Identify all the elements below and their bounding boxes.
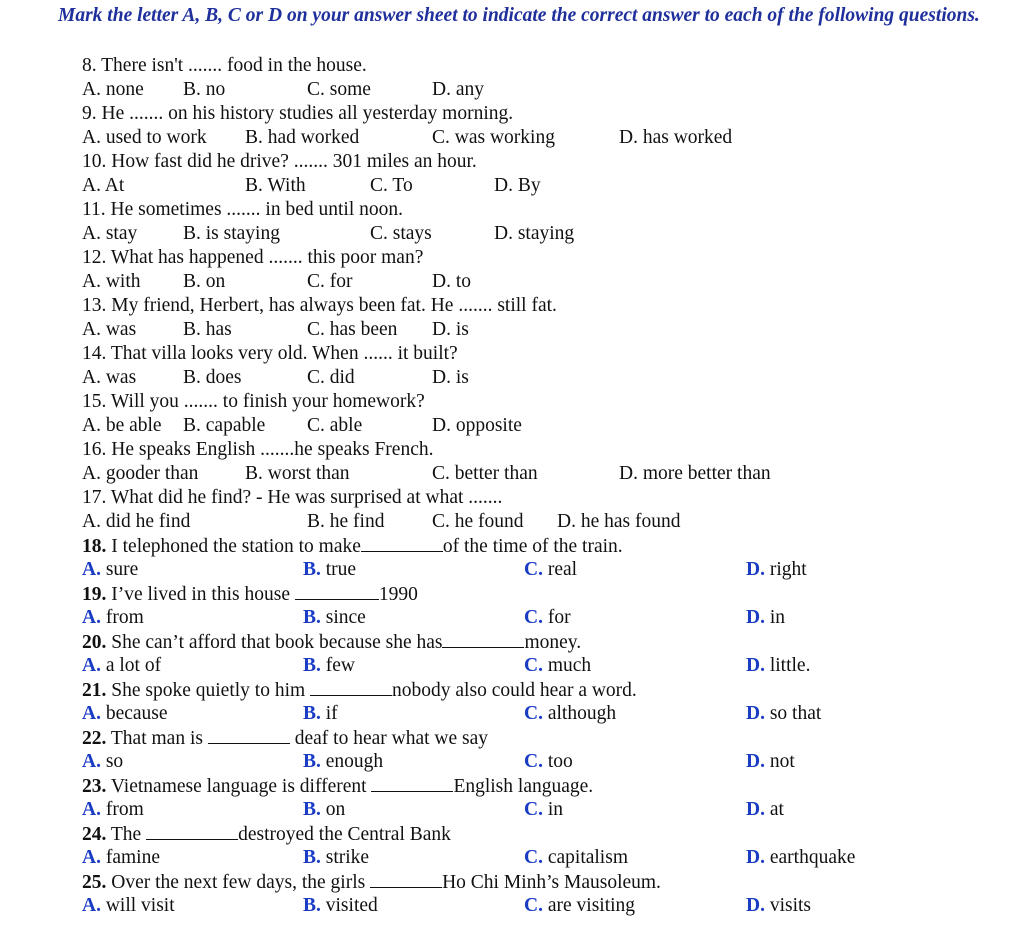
- option-text: much: [542, 655, 592, 676]
- answer-options: [82, 894, 1012, 918]
- answer-option: [303, 750, 383, 774]
- answer-option: [82, 606, 144, 630]
- answer-option: [524, 702, 616, 726]
- option-letter: C.: [524, 895, 543, 916]
- answer-option: C. able: [307, 415, 363, 436]
- answer-option: A. none: [82, 79, 144, 100]
- answer-options: [82, 78, 1012, 102]
- question-text: 11. He sometimes ....... in bed until noon.: [82, 199, 403, 220]
- option-text: will visit: [100, 895, 175, 916]
- option-letter: C.: [524, 607, 543, 628]
- question-number: 24.: [82, 824, 107, 845]
- answer-option: [746, 798, 784, 822]
- answer-option: B. does: [183, 367, 242, 388]
- option-text: since: [320, 607, 366, 628]
- answer-options: [82, 846, 1012, 870]
- question-stem-end: deaf to hear what we say: [289, 728, 489, 749]
- option-letter: C.: [524, 799, 543, 820]
- answer-option: C. To: [370, 175, 413, 196]
- question-stem-end: destroyed the Central Bank: [238, 824, 451, 845]
- answer-option: A. stay: [82, 223, 138, 244]
- question-text: 10. How fast did he drive? ....... 301 miles an hour.: [82, 151, 477, 172]
- option-text: right: [764, 559, 807, 580]
- question-stem-end: English language.: [453, 776, 594, 797]
- answer-blank: [361, 534, 443, 552]
- answer-option: B. worst than: [245, 463, 350, 484]
- option-text: capitalism: [542, 847, 628, 868]
- question-text: 8. There isn't ....... food in the house.: [82, 55, 367, 76]
- answer-option: B. had worked: [245, 127, 360, 148]
- answer-option: [303, 894, 378, 918]
- option-letter: B.: [303, 751, 321, 772]
- answer-option: B. has: [183, 319, 232, 340]
- answer-option: D. has worked: [619, 127, 733, 148]
- answer-option: C. has been: [307, 319, 398, 340]
- instruction-text: Mark the letter A, B, C or D on your answer sheet to indicate the correct answer to each of the following questions.: [58, 5, 980, 26]
- answer-option: B. he find: [307, 511, 385, 532]
- option-letter: B.: [303, 895, 321, 916]
- answer-option: C. was working: [432, 127, 555, 148]
- option-text: few: [320, 655, 355, 676]
- answer-option: D. he has found: [557, 511, 681, 532]
- question-text: [82, 534, 1012, 558]
- option-letter: A.: [82, 607, 101, 628]
- option-letter: D.: [746, 607, 765, 628]
- answer-blank: [370, 870, 442, 888]
- option-text: little.: [764, 655, 811, 676]
- question-text: 15. Will you ....... to finish your homework?: [82, 391, 425, 412]
- question-number: 20.: [82, 632, 107, 653]
- option-text: so that: [764, 703, 822, 724]
- option-letter: A.: [82, 559, 101, 580]
- answer-option: [82, 846, 160, 870]
- answer-options: [82, 318, 1012, 342]
- option-letter: D.: [746, 655, 765, 676]
- option-text: famine: [100, 847, 160, 868]
- answer-option: D. any: [432, 79, 484, 100]
- option-letter: D.: [746, 559, 765, 580]
- answer-option: [746, 558, 807, 582]
- answer-option: [746, 606, 785, 630]
- answer-options: [82, 126, 1012, 150]
- option-text: earthquake: [764, 847, 856, 868]
- option-text: are visiting: [542, 895, 636, 916]
- question-number: 21.: [82, 680, 107, 701]
- answer-option: [524, 606, 571, 630]
- answer-option: A. was: [82, 367, 137, 388]
- answer-blank: [146, 822, 238, 840]
- answer-option: [82, 558, 138, 582]
- option-text: if: [320, 703, 338, 724]
- option-text: from: [100, 607, 144, 628]
- question-text: [82, 582, 1012, 606]
- answer-blank: [295, 582, 379, 600]
- answer-option: [82, 654, 161, 678]
- option-letter: A.: [82, 847, 101, 868]
- option-letter: C.: [524, 751, 543, 772]
- question-text: 9. He ....... on his history studies all yesterday morning.: [82, 103, 514, 124]
- option-letter: C.: [524, 655, 543, 676]
- question-text: [82, 870, 1012, 894]
- question-stem-end: 1990: [378, 584, 418, 605]
- answer-options: [82, 366, 1012, 390]
- question-text: [82, 774, 1012, 798]
- answer-option: A. At: [82, 175, 125, 196]
- answer-option: [303, 798, 345, 822]
- question-number: 22.: [82, 728, 107, 749]
- answer-option: A. was: [82, 319, 137, 340]
- question-stem: That man is: [106, 728, 208, 749]
- answer-options: [82, 654, 1012, 678]
- option-letter: D.: [746, 895, 765, 916]
- option-text: although: [542, 703, 617, 724]
- question-text: [82, 678, 1012, 702]
- answer-blank: [310, 678, 392, 696]
- answer-option: C. better than: [432, 463, 538, 484]
- option-letter: D.: [746, 847, 765, 868]
- answer-options: [82, 270, 1012, 294]
- answer-option: D. staying: [494, 223, 575, 244]
- question-stem: The: [106, 824, 147, 845]
- answer-option: [746, 846, 855, 870]
- question-stem: I telephoned the station to make: [106, 536, 361, 557]
- question-stem: Vietnamese language is different: [106, 776, 372, 797]
- question-number: 25.: [82, 872, 107, 893]
- answer-option: [746, 654, 810, 678]
- answer-option: D. By: [494, 175, 541, 196]
- answer-option: D. to: [432, 271, 471, 292]
- answer-option: C. for: [307, 271, 353, 292]
- question-text: 14. That villa looks very old. When ...... it built?: [82, 343, 458, 364]
- answer-option: [82, 702, 168, 726]
- option-letter: A.: [82, 799, 101, 820]
- answer-option: [746, 894, 811, 918]
- answer-option: [82, 750, 123, 774]
- answer-option: [524, 894, 635, 918]
- option-letter: B.: [303, 799, 321, 820]
- question-text: 13. My friend, Herbert, has always been fat. He ....... still fat.: [82, 295, 557, 316]
- answer-options: [82, 462, 1012, 486]
- answer-option: B. capable: [183, 415, 266, 436]
- answer-option: [746, 702, 821, 726]
- answer-option: [303, 606, 366, 630]
- answer-options: [82, 750, 1012, 774]
- answer-options: [82, 798, 1012, 822]
- answer-options: [82, 606, 1012, 630]
- question-text: 17. What did he find? - He was surprised at what .......: [82, 487, 503, 508]
- answer-option: [524, 750, 573, 774]
- option-text: in: [764, 607, 786, 628]
- option-letter: D.: [746, 799, 765, 820]
- answer-option: B. on: [183, 271, 226, 292]
- option-letter: C.: [524, 559, 543, 580]
- question-list: [82, 54, 1012, 918]
- option-letter: A.: [82, 655, 101, 676]
- option-text: in: [542, 799, 564, 820]
- option-letter: B.: [303, 559, 321, 580]
- answer-option: A. with: [82, 271, 141, 292]
- answer-options: [82, 222, 1012, 246]
- option-letter: B.: [303, 655, 321, 676]
- answer-option: B. no: [183, 79, 226, 100]
- answer-option: D. is: [432, 367, 469, 388]
- option-text: sure: [100, 559, 139, 580]
- option-letter: D.: [746, 751, 765, 772]
- question-stem: I’ve lived in this house: [106, 584, 295, 605]
- option-letter: B.: [303, 607, 321, 628]
- option-letter: D.: [746, 703, 765, 724]
- option-text: visited: [320, 895, 378, 916]
- question-text: [82, 726, 1012, 750]
- answer-option: [524, 558, 577, 582]
- option-letter: A.: [82, 895, 101, 916]
- option-text: enough: [320, 751, 384, 772]
- answer-option: A. gooder than: [82, 463, 199, 484]
- option-letter: A.: [82, 703, 101, 724]
- option-letter: C.: [524, 703, 543, 724]
- answer-options: [82, 558, 1012, 582]
- answer-option: D. is: [432, 319, 469, 340]
- option-letter: B.: [303, 847, 321, 868]
- answer-option: [303, 846, 369, 870]
- option-text: true: [320, 559, 357, 580]
- answer-option: A. did he find: [82, 511, 191, 532]
- question-text: 16. He speaks English .......he speaks French.: [82, 439, 434, 460]
- answer-option: [524, 798, 563, 822]
- option-text: so: [100, 751, 124, 772]
- answer-option: [524, 846, 628, 870]
- answer-options: [82, 414, 1012, 438]
- question-stem: She can’t afford that book because she has: [106, 632, 443, 653]
- answer-option: [746, 750, 795, 774]
- option-text: visits: [764, 895, 812, 916]
- answer-option: [82, 894, 175, 918]
- answer-option: D. more better than: [619, 463, 771, 484]
- question-stem-end: Ho Chi Minh’s Mausoleum.: [442, 872, 661, 893]
- question-text: 12. What has happened ....... this poor man?: [82, 247, 424, 268]
- option-text: for: [542, 607, 571, 628]
- answer-blank: [371, 774, 453, 792]
- answer-option: D. opposite: [432, 415, 522, 436]
- option-text: not: [764, 751, 795, 772]
- answer-option: [524, 654, 591, 678]
- option-letter: B.: [303, 703, 321, 724]
- option-text: because: [100, 703, 168, 724]
- question-stem: Over the next few days, the girls: [106, 872, 371, 893]
- answer-option: C. he found: [432, 511, 524, 532]
- question-number: 19.: [82, 584, 107, 605]
- answer-option: [82, 798, 144, 822]
- option-letter: A.: [82, 751, 101, 772]
- question-number: 23.: [82, 776, 107, 797]
- answer-option: A. be able: [82, 415, 162, 436]
- answer-options: [82, 174, 1012, 198]
- question-number: 18.: [82, 536, 107, 557]
- answer-option: C. did: [307, 367, 355, 388]
- option-text: too: [542, 751, 573, 772]
- answer-option: C. some: [307, 79, 371, 100]
- answer-option: B. is staying: [183, 223, 280, 244]
- answer-options: [82, 510, 1012, 534]
- option-text: real: [542, 559, 578, 580]
- answer-option: [303, 702, 338, 726]
- option-text: from: [100, 799, 144, 820]
- question-text: [82, 822, 1012, 846]
- question-stem: She spoke quietly to him: [106, 680, 311, 701]
- answer-blank: [442, 630, 524, 648]
- answer-option: [303, 654, 355, 678]
- option-text: at: [764, 799, 784, 820]
- answer-option: B. With: [245, 175, 306, 196]
- option-letter: C.: [524, 847, 543, 868]
- option-text: strike: [320, 847, 370, 868]
- answer-option: [303, 558, 356, 582]
- answer-option: C. stays: [370, 223, 432, 244]
- option-text: a lot of: [100, 655, 162, 676]
- answer-option: A. used to work: [82, 127, 207, 148]
- answer-blank: [208, 726, 290, 744]
- question-text: [82, 630, 1012, 654]
- question-stem-end: of the time of the train.: [442, 536, 623, 557]
- answer-options: [82, 702, 1012, 726]
- question-stem-end: money.: [524, 632, 582, 653]
- question-stem-end: nobody also could hear a word.: [392, 680, 637, 701]
- option-text: on: [320, 799, 346, 820]
